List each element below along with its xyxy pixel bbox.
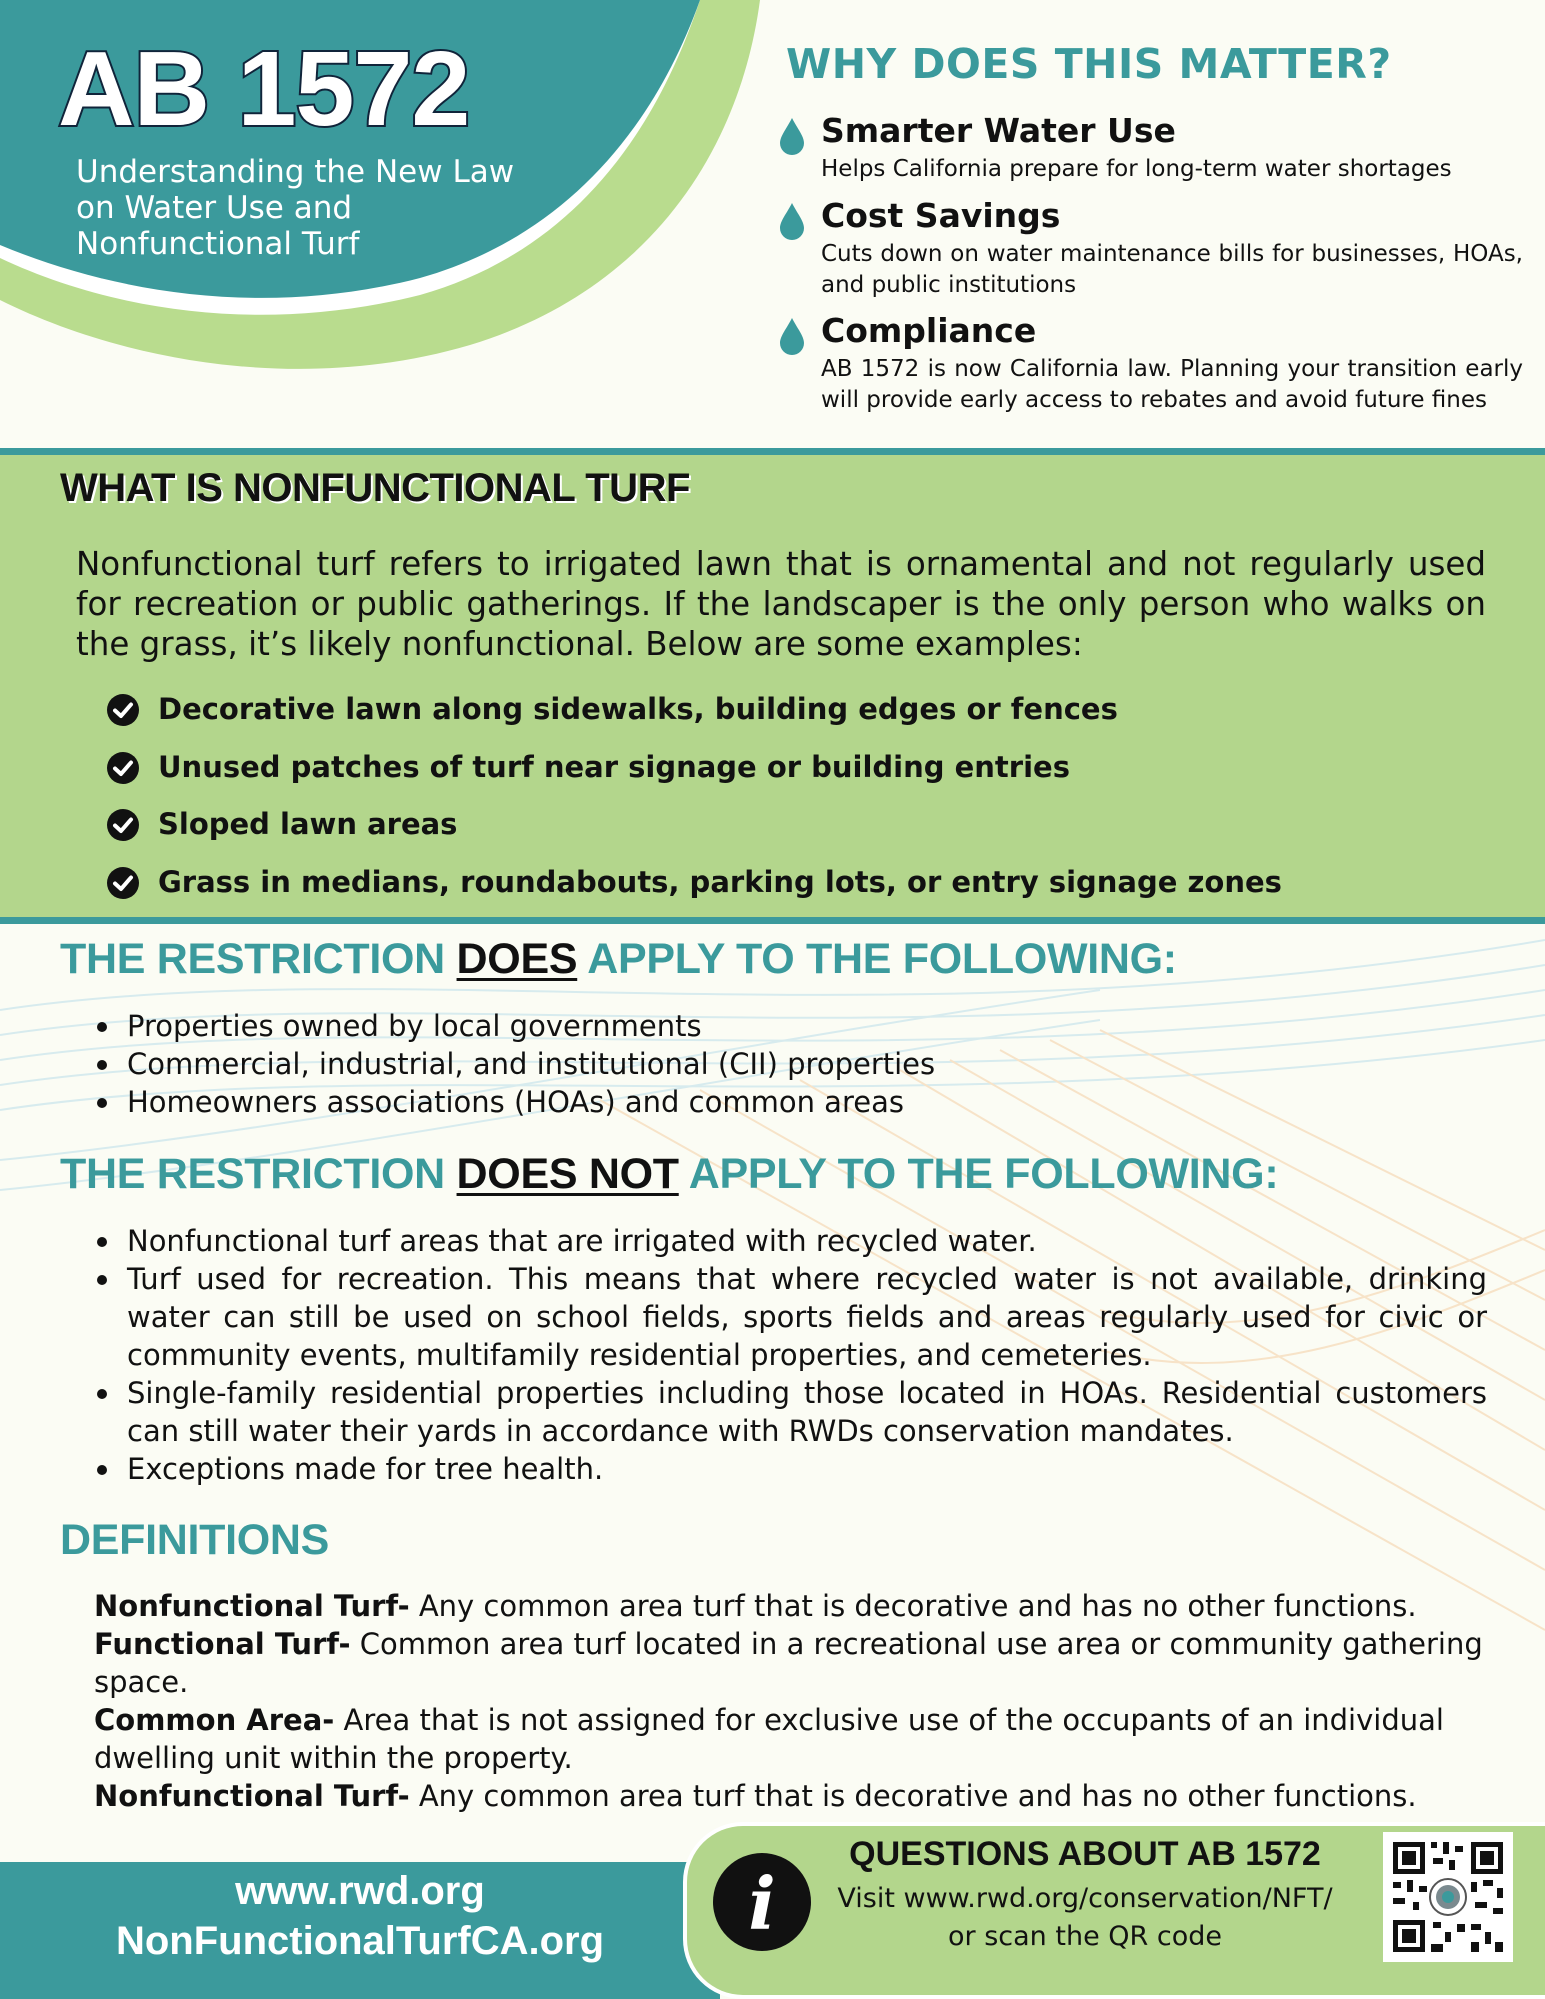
heading-text: APPLY TO THE FOLLOWING: xyxy=(577,935,1177,983)
why-item-title: Smarter Water Use xyxy=(821,111,1176,150)
definition-text: Any common area turf that is decorative and has no other functions. xyxy=(409,1589,1417,1623)
nonfunctional-heading: WHAT IS NONFUNCTIONAL TURF xyxy=(60,466,690,510)
definition-term: Common Area- xyxy=(94,1703,335,1737)
heading-text: THE RESTRICTION xyxy=(60,1150,457,1198)
why-item-cost-savings xyxy=(778,195,1523,301)
definitions-heading: DEFINITIONS xyxy=(60,1516,330,1564)
check-circle-icon xyxy=(106,808,140,842)
example-item xyxy=(106,685,1282,743)
heading-emphasis: DOES xyxy=(456,935,578,983)
why-item-compliance xyxy=(778,310,1523,416)
rwd-link[interactable]: www.rwd.org xyxy=(235,1869,485,1913)
questions-link[interactable]: Visit www.rwd.org/conservation/NFT/ xyxy=(837,1883,1333,1914)
definition-item xyxy=(94,1625,1494,1701)
example-text: Sloped lawn areas xyxy=(158,807,458,841)
definition-term: Functional Turf- xyxy=(94,1627,351,1661)
why-item-smarter-water xyxy=(778,110,1523,185)
example-text: Unused patches of turf near signage or building entries xyxy=(158,749,1070,784)
definition-term: Nonfunctional Turf- xyxy=(94,1779,410,1813)
example-item xyxy=(106,800,1282,858)
applies-list xyxy=(127,1007,1487,1121)
definition-item xyxy=(94,1587,1494,1625)
definition-term: Nonfunctional Turf- xyxy=(94,1589,410,1623)
check-circle-icon xyxy=(106,693,140,727)
heading-emphasis: DOES NOT xyxy=(456,1150,679,1198)
water-drop-icon xyxy=(778,316,806,356)
questions-title: QUESTIONS ABOUT AB 1572 xyxy=(849,1835,1321,1873)
list-item: Single-family residential properties including those located in HOAs. Residential customers can still water their yards in accordance with RWDs conservation mandates. xyxy=(127,1376,1487,1448)
not-applies-heading xyxy=(60,1150,1278,1199)
svg-text:i: i xyxy=(748,1861,776,1946)
nonfunctional-examples-list xyxy=(106,685,1282,915)
why-heading: WHY DOES THIS MATTER? xyxy=(786,40,1392,88)
nonfunctional-turf-link[interactable]: NonFunctionalTurfCA.org xyxy=(115,1919,605,1963)
heading-text: APPLY TO THE FOLLOWING: xyxy=(678,1150,1279,1198)
definition-text: Any common area turf that is decorative and has no other functions. xyxy=(409,1779,1417,1813)
why-item-text: AB 1572 is now California law. Planning your transition early will provide early access to rebates and avoid future fines xyxy=(821,356,1523,413)
check-circle-icon xyxy=(106,866,140,900)
questions-text xyxy=(820,1880,1350,1956)
list-item: Turf used for recreation. This means that where recycled water is not available, drinking water can still be used on school fields, sports fields and areas regularly used for civic or community events, multifamily residential properties, and cemeteries. xyxy=(127,1262,1487,1372)
page-subtitle: Understanding the New Law on Water Use and Nonfunctional Turf xyxy=(76,154,515,262)
info-icon xyxy=(712,1852,812,1952)
page-title: AB 1572 xyxy=(58,30,470,148)
definition-item xyxy=(94,1777,1494,1815)
example-item xyxy=(106,858,1282,916)
definition-text: Common area turf located in a recreational use area or community gathering space. xyxy=(94,1627,1483,1699)
example-text: Decorative lawn along sidewalks, building edges or fences xyxy=(158,692,1118,726)
not-applies-list xyxy=(127,1222,1487,1488)
qr-code[interactable] xyxy=(1383,1832,1513,1962)
water-drop-icon xyxy=(778,116,806,156)
example-text: Grass in medians, roundabouts, parking lots, or entry signage zones xyxy=(158,864,1282,899)
questions-scan-note: or scan the QR code xyxy=(948,1921,1222,1952)
why-item-text: Cuts down on water maintenance bills for businesses, HOAs, and public institutions xyxy=(821,241,1523,298)
definitions-list xyxy=(94,1587,1494,1815)
list-item: Nonfunctional turf areas that are irrigated with recycled water. xyxy=(127,1222,1487,1260)
definition-item xyxy=(94,1701,1494,1777)
why-item-title: Compliance xyxy=(821,311,1037,350)
definition-text: Area that is not assigned for exclusive use of the occupants of an individual dwelling unit within the property. xyxy=(94,1703,1444,1775)
list-item: Properties owned by local governments xyxy=(127,1007,1487,1045)
water-drop-icon xyxy=(778,201,806,241)
applies-heading xyxy=(60,935,1177,984)
heading-text: THE RESTRICTION xyxy=(60,935,457,983)
nonfunctional-description: Nonfunctional turf refers to irrigated lawn that is ornamental and not regularly used for recreation or public gatherings. If the landscaper is the only person who walks on the grass, it’s likely nonfunctional. Below are some examples: xyxy=(76,545,1486,663)
list-item: Exceptions made for tree health. xyxy=(127,1450,1487,1488)
check-circle-icon xyxy=(106,751,140,785)
list-item: Homeowners associations (HOAs) and common areas xyxy=(127,1083,1487,1121)
footer-links xyxy=(0,1866,720,1966)
list-item: Commercial, industrial, and institutional (CII) properties xyxy=(127,1045,1487,1083)
why-item-title: Cost Savings xyxy=(821,196,1061,235)
why-item-text: Helps California prepare for long-term water shortages xyxy=(821,156,1452,182)
example-item xyxy=(106,743,1282,801)
